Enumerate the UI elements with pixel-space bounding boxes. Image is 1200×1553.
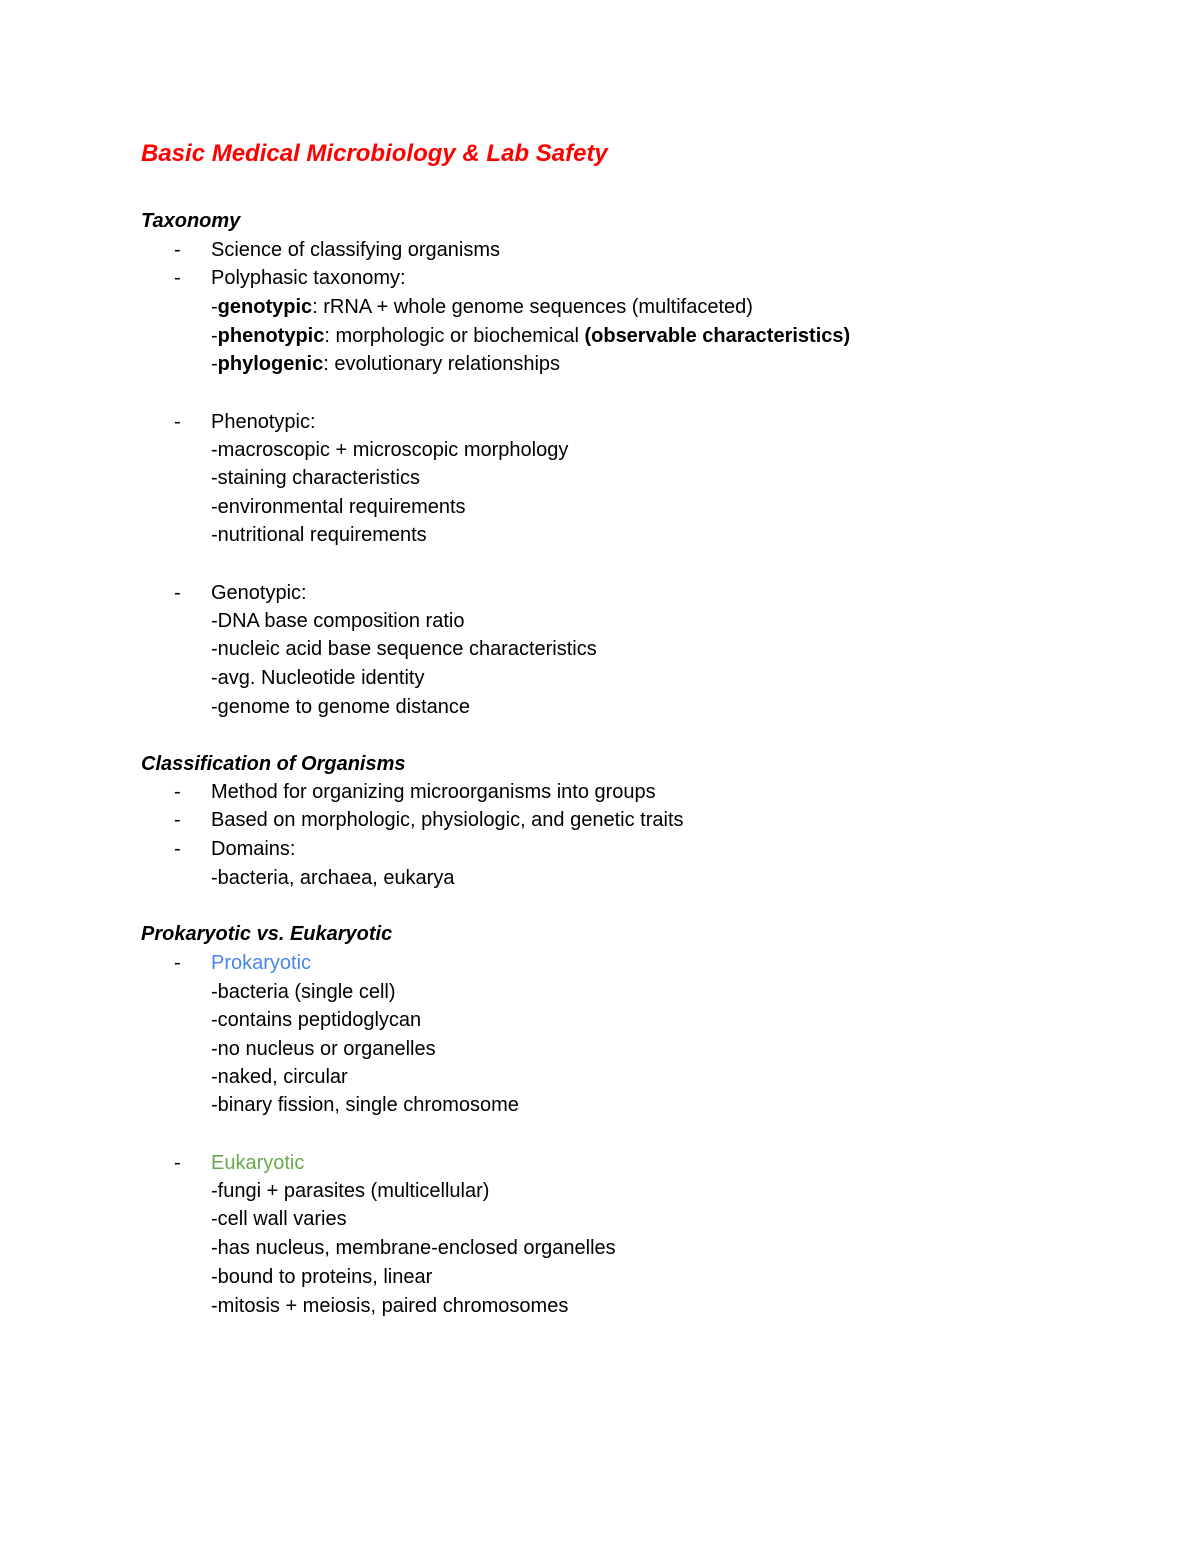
list-item: Polyphasic taxonomy: <box>211 267 406 289</box>
list-item: Genotypic: <box>211 582 307 604</box>
sub-item: -nutritional requirements <box>211 524 427 546</box>
sub-item-phenotypic: -phenotypic: morphologic or biochemical (observable characteristics) <box>211 325 851 347</box>
section-heading-taxonomy: Taxonomy <box>141 210 241 232</box>
bullet-dash: - <box>174 239 181 261</box>
list-item: Science of classifying organisms <box>211 239 501 261</box>
list-item: Domains: <box>211 838 296 860</box>
sub-item: -cell wall varies <box>211 1208 347 1230</box>
term-note: (observable characteristics) <box>584 325 851 347</box>
document-title: Basic Medical Microbiology & Lab Safety <box>141 140 608 167</box>
sub-item: -avg. Nucleotide identity <box>211 667 425 689</box>
eukaryotic-label: Eukaryotic <box>211 1152 305 1174</box>
sub-item: -staining characteristics <box>211 467 420 489</box>
bullet-dash: - <box>174 582 181 604</box>
sub-item: -bacteria, archaea, eukarya <box>211 867 455 889</box>
sub-item: -contains peptidoglycan <box>211 1009 422 1031</box>
sub-item: -has nucleus, membrane-enclosed organelles <box>211 1237 616 1259</box>
sub-item: -no nucleus or organelles <box>211 1038 436 1060</box>
sub-item: -naked, circular <box>211 1066 348 1088</box>
term-genotypic: genotypic <box>217 296 313 318</box>
sub-item: -bound to proteins, linear <box>211 1266 433 1288</box>
bullet-dash: - <box>174 1152 181 1174</box>
sub-item: -binary fission, single chromosome <box>211 1094 519 1116</box>
term-phenotypic: phenotypic <box>217 325 325 347</box>
section-heading-classification: Classification of Organisms <box>141 753 406 775</box>
term-phylogenic: phylogenic <box>217 353 324 375</box>
prokaryotic-label: Prokaryotic <box>211 952 312 974</box>
bullet-dash: - <box>174 781 181 803</box>
sub-item-genotypic: -genotypic: rRNA + whole genome sequences (multifaceted) <box>211 296 753 318</box>
bullet-dash: - <box>174 952 181 974</box>
term-description: : evolutionary relationships <box>323 353 561 375</box>
sub-item: -DNA base composition ratio <box>211 610 465 632</box>
sub-item: -fungi + parasites (multicellular) <box>211 1180 490 1202</box>
sub-item: -environmental requirements <box>211 496 466 518</box>
sub-item: -mitosis + meiosis, paired chromosomes <box>211 1295 569 1317</box>
sub-item: -bacteria (single cell) <box>211 981 396 1003</box>
list-item: Method for organizing microorganisms into groups <box>211 781 656 803</box>
bullet-dash: - <box>174 267 181 289</box>
bullet-dash: - <box>174 838 181 860</box>
term-description: : rRNA + whole genome sequences (multifaceted) <box>312 296 753 318</box>
sub-item: -genome to genome distance <box>211 696 471 718</box>
sub-item: -macroscopic + microscopic morphology <box>211 439 569 461</box>
term-description: : morphologic or biochemical <box>324 325 585 347</box>
sub-item: -nucleic acid base sequence characteristics <box>211 638 597 660</box>
bullet-dash: - <box>174 809 181 831</box>
section-heading-prokaryotic-vs-eukaryotic: Prokaryotic vs. Eukaryotic <box>141 923 393 945</box>
bullet-dash: - <box>174 411 181 433</box>
list-item: Phenotypic: <box>211 411 316 433</box>
list-item: Based on morphologic, physiologic, and genetic traits <box>211 809 684 831</box>
sub-item-phylogenic: -phylogenic: evolutionary relationships <box>211 353 561 375</box>
